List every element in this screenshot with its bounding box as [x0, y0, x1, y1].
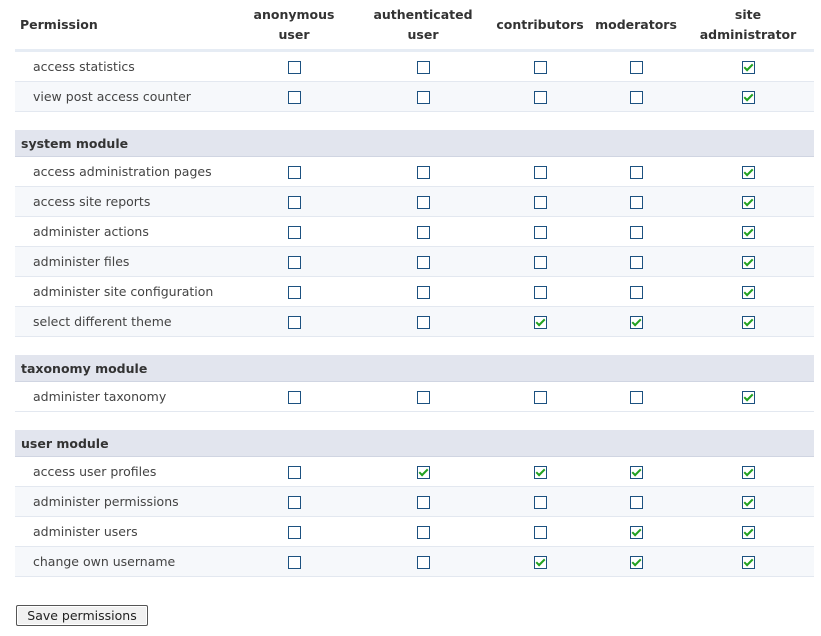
checkbox-cell	[590, 82, 682, 112]
section-spacer-cell	[15, 412, 814, 431]
checkbox-cell	[590, 277, 682, 307]
checkbox-cell	[590, 457, 682, 487]
save-permissions-button[interactable]: Save permissions	[16, 605, 148, 626]
checkbox-contributors[interactable]	[534, 196, 547, 209]
checkbox-cell	[490, 82, 590, 112]
checkbox-cell	[490, 487, 590, 517]
checkbox-moderators[interactable]	[630, 496, 643, 509]
checkbox-cell	[232, 187, 356, 217]
checkbox-anonymous-user[interactable]	[288, 226, 301, 239]
table-header-row	[15, 0, 814, 51]
checkbox-site-administrator[interactable]	[742, 316, 755, 329]
checkbox-cell	[682, 157, 814, 187]
checkbox-contributors[interactable]	[534, 166, 547, 179]
section-spacer	[15, 337, 814, 356]
role-header-line: authenticated	[373, 6, 473, 22]
checkbox-cell	[682, 517, 814, 547]
checkbox-moderators[interactable]	[630, 166, 643, 179]
checkbox-anonymous-user[interactable]	[288, 196, 301, 209]
checkbox-authenticated-user[interactable]	[417, 316, 430, 329]
checkbox-cell	[232, 457, 356, 487]
permission-row-access-site-reports	[15, 187, 814, 217]
checkbox-anonymous-user[interactable]	[288, 391, 301, 404]
role-header-moderators	[590, 0, 682, 51]
checkbox-authenticated-user[interactable]	[417, 466, 430, 479]
checkbox-site-administrator[interactable]	[742, 196, 755, 209]
role-header-authenticated-user	[356, 0, 490, 51]
checkbox-cell	[490, 307, 590, 337]
checkbox-cell	[490, 187, 590, 217]
checkbox-site-administrator[interactable]	[742, 556, 755, 569]
checkbox-cell	[590, 517, 682, 547]
checkbox-cell	[356, 82, 490, 112]
role-header-line: user	[407, 26, 439, 42]
checkbox-cell	[590, 382, 682, 412]
checkbox-cell	[682, 82, 814, 112]
checkbox-site-administrator[interactable]	[742, 61, 755, 74]
module-title: taxonomy module	[15, 355, 814, 382]
checkbox-cell	[682, 217, 814, 247]
section-spacer	[15, 112, 814, 131]
checkbox-cell	[232, 382, 356, 412]
checkbox-contributors[interactable]	[534, 556, 547, 569]
checkbox-cell	[682, 382, 814, 412]
checkbox-moderators[interactable]	[630, 61, 643, 74]
checkbox-cell	[682, 457, 814, 487]
checkbox-cell	[490, 51, 590, 82]
module-title: user module	[15, 430, 814, 457]
checkbox-site-administrator[interactable]	[742, 256, 755, 269]
checkbox-contributors[interactable]	[534, 466, 547, 479]
checkbox-contributors[interactable]	[534, 391, 547, 404]
role-header-line: moderators	[595, 16, 677, 32]
checkbox-cell	[232, 307, 356, 337]
permission-label: view post access counter	[15, 82, 232, 112]
module-header-taxonomy-module	[15, 355, 814, 382]
permission-row-access-administration-pages	[15, 157, 814, 187]
permission-label: access administration pages	[15, 157, 232, 187]
checkbox-cell	[590, 187, 682, 217]
checkbox-contributors[interactable]	[534, 256, 547, 269]
checkbox-cell	[682, 487, 814, 517]
checkbox-cell	[490, 457, 590, 487]
checkbox-moderators[interactable]	[630, 391, 643, 404]
checkbox-cell	[356, 487, 490, 517]
checkbox-cell	[232, 82, 356, 112]
permission-label: administer site configuration	[15, 277, 232, 307]
checkbox-cell	[356, 547, 490, 577]
permission-label: select different theme	[15, 307, 232, 337]
checkbox-cell	[490, 547, 590, 577]
permission-label: administer files	[15, 247, 232, 277]
role-header-line: user	[278, 26, 310, 42]
checkbox-cell	[682, 277, 814, 307]
checkbox-anonymous-user[interactable]	[288, 256, 301, 269]
checkbox-anonymous-user[interactable]	[288, 466, 301, 479]
checkbox-cell	[490, 247, 590, 277]
module-title: system module	[15, 130, 814, 157]
checkbox-moderators[interactable]	[630, 466, 643, 479]
checkbox-cell	[682, 307, 814, 337]
checkbox-cell	[590, 547, 682, 577]
permission-row-administer-site-configuration	[15, 277, 814, 307]
checkbox-moderators[interactable]	[630, 316, 643, 329]
permission-row-administer-permissions	[15, 487, 814, 517]
checkbox-authenticated-user[interactable]	[417, 496, 430, 509]
permission-label: access site reports	[15, 187, 232, 217]
checkbox-cell	[490, 382, 590, 412]
checkbox-contributors[interactable]	[534, 61, 547, 74]
checkbox-site-administrator[interactable]	[742, 166, 755, 179]
permissions-table	[15, 0, 814, 577]
permission-row-administer-files	[15, 247, 814, 277]
checkbox-authenticated-user[interactable]	[417, 61, 430, 74]
checkbox-authenticated-user[interactable]	[417, 391, 430, 404]
checkbox-cell	[356, 217, 490, 247]
checkbox-cell	[232, 217, 356, 247]
checkbox-authenticated-user[interactable]	[417, 556, 430, 569]
checkbox-cell	[356, 517, 490, 547]
checkbox-moderators[interactable]	[630, 256, 643, 269]
checkbox-cell	[232, 247, 356, 277]
checkbox-contributors[interactable]	[534, 496, 547, 509]
checkbox-cell	[682, 547, 814, 577]
checkbox-authenticated-user[interactable]	[417, 226, 430, 239]
role-header-site-administrator	[682, 0, 814, 51]
checkbox-site-administrator[interactable]	[742, 286, 755, 299]
checkbox-cell	[356, 382, 490, 412]
permission-label: access user profiles	[15, 457, 232, 487]
checkbox-cell	[490, 217, 590, 247]
checkbox-site-administrator[interactable]	[742, 226, 755, 239]
checkbox-cell	[232, 51, 356, 82]
checkbox-moderators[interactable]	[630, 286, 643, 299]
checkbox-site-administrator[interactable]	[742, 466, 755, 479]
permission-row-administer-taxonomy	[15, 382, 814, 412]
checkbox-cell	[490, 517, 590, 547]
role-header-line: anonymous	[253, 6, 335, 22]
checkbox-anonymous-user[interactable]	[288, 556, 301, 569]
section-spacer-cell	[15, 112, 814, 131]
section-spacer	[15, 412, 814, 431]
checkbox-site-administrator[interactable]	[742, 91, 755, 104]
permission-label: administer actions	[15, 217, 232, 247]
checkbox-cell	[590, 157, 682, 187]
checkbox-cell	[356, 187, 490, 217]
checkbox-cell	[232, 277, 356, 307]
checkbox-cell	[232, 547, 356, 577]
permission-row-administer-actions	[15, 217, 814, 247]
checkbox-moderators[interactable]	[630, 226, 643, 239]
checkbox-moderators[interactable]	[630, 526, 643, 539]
checkbox-anonymous-user[interactable]	[288, 61, 301, 74]
checkbox-cell	[232, 157, 356, 187]
checkbox-anonymous-user[interactable]	[288, 286, 301, 299]
module-header-system-module	[15, 130, 814, 157]
checkbox-authenticated-user[interactable]	[417, 91, 430, 104]
role-header-line: site	[734, 6, 762, 22]
checkbox-contributors[interactable]	[534, 286, 547, 299]
checkbox-cell	[490, 277, 590, 307]
module-header-user-module	[15, 430, 814, 457]
checkbox-contributors[interactable]	[534, 526, 547, 539]
permission-label: change own username	[15, 547, 232, 577]
checkbox-site-administrator[interactable]	[742, 496, 755, 509]
checkbox-moderators[interactable]	[630, 196, 643, 209]
checkbox-cell	[682, 51, 814, 82]
checkbox-cell	[682, 187, 814, 217]
permission-column-header: Permission	[15, 0, 232, 51]
checkbox-cell	[590, 487, 682, 517]
checkbox-cell	[356, 247, 490, 277]
checkbox-contributors[interactable]	[534, 226, 547, 239]
role-header-line: administrator	[699, 26, 797, 42]
section-spacer-cell	[15, 337, 814, 356]
checkbox-authenticated-user[interactable]	[417, 166, 430, 179]
checkbox-cell	[232, 487, 356, 517]
checkbox-cell	[590, 247, 682, 277]
checkbox-anonymous-user[interactable]	[288, 91, 301, 104]
checkbox-cell	[590, 307, 682, 337]
permission-label: administer taxonomy	[15, 382, 232, 412]
permission-row-select-different-theme	[15, 307, 814, 337]
checkbox-authenticated-user[interactable]	[417, 526, 430, 539]
permission-row-access-statistics	[15, 51, 814, 82]
role-header-line: contributors	[496, 16, 584, 32]
checkbox-cell	[232, 517, 356, 547]
checkbox-cell	[490, 157, 590, 187]
checkbox-cell	[590, 217, 682, 247]
role-header-anonymous-user	[232, 0, 356, 51]
permission-row-access-user-profiles	[15, 457, 814, 487]
checkbox-cell	[590, 51, 682, 82]
checkbox-cell	[356, 457, 490, 487]
checkbox-authenticated-user[interactable]	[417, 196, 430, 209]
permission-label: access statistics	[15, 51, 232, 82]
checkbox-moderators[interactable]	[630, 91, 643, 104]
permission-label: administer permissions	[15, 487, 232, 517]
checkbox-cell	[356, 157, 490, 187]
permission-row-view-post-access-counter	[15, 82, 814, 112]
checkbox-anonymous-user[interactable]	[288, 316, 301, 329]
checkbox-moderators[interactable]	[630, 556, 643, 569]
role-header-contributors	[490, 0, 590, 51]
checkbox-anonymous-user[interactable]	[288, 166, 301, 179]
checkbox-anonymous-user[interactable]	[288, 496, 301, 509]
checkbox-contributors[interactable]	[534, 316, 547, 329]
checkbox-cell	[682, 247, 814, 277]
checkbox-cell	[356, 277, 490, 307]
checkbox-contributors[interactable]	[534, 91, 547, 104]
checkbox-authenticated-user[interactable]	[417, 256, 430, 269]
permission-row-administer-users	[15, 517, 814, 547]
checkbox-cell	[356, 307, 490, 337]
permission-row-change-own-username	[15, 547, 814, 577]
checkbox-site-administrator[interactable]	[742, 526, 755, 539]
permissions-table-body	[15, 51, 814, 577]
checkbox-authenticated-user[interactable]	[417, 286, 430, 299]
checkbox-anonymous-user[interactable]	[288, 526, 301, 539]
checkbox-site-administrator[interactable]	[742, 391, 755, 404]
permission-label: administer users	[15, 517, 232, 547]
checkbox-cell	[356, 51, 490, 82]
